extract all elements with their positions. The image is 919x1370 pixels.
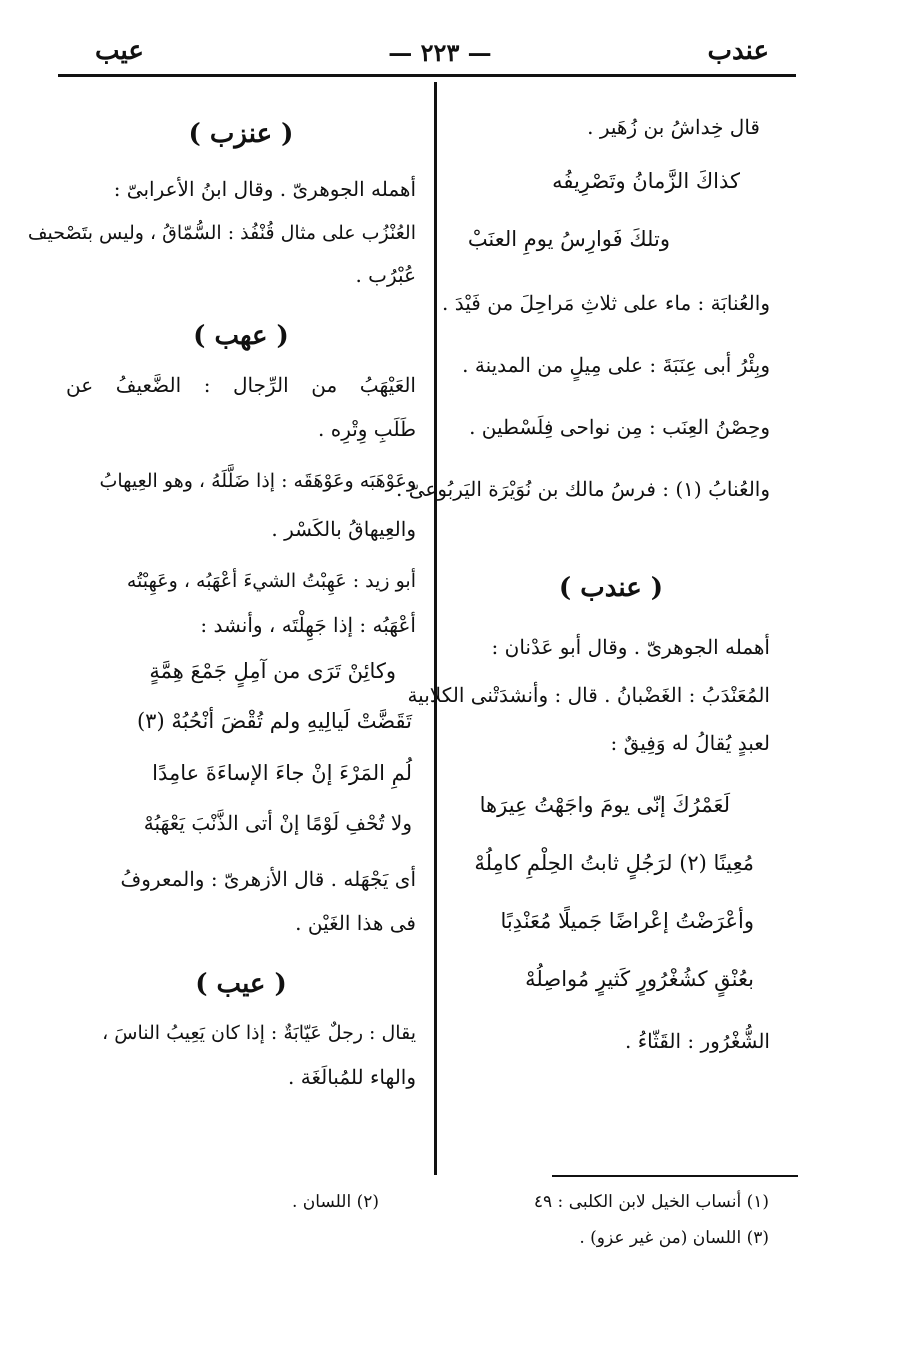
section-title: ( عنزب ) (188, 119, 294, 149)
text-line: أهمله الجوهرىّ . وقال ابنُ الأعرابىّ : (113, 177, 416, 201)
page-number: — ٢٢٣ — (388, 38, 492, 67)
verse-line: مُعِينًا (٢) لرَجُلٍ ثابتُ الحِلْمِ كامِلُهْ (474, 851, 754, 875)
text-line: أعْهَبُه : إذا جَهِلْتَه ، وأنشد : (200, 613, 416, 637)
left-column (27, 100, 416, 1092)
text-line: طَلَبِ وِتْرِه . (318, 417, 416, 441)
verse-line: لُمِ المَرْءَ إنْ جاءَ الإساءَةَ عامِدًا (152, 761, 412, 785)
right-column (396, 100, 770, 1056)
section-title: ( عندب ) (558, 573, 664, 603)
column-divider (434, 82, 437, 1175)
text-line: المُعَنْدَبُ : الغَضْبانُ . قال : وأنشدَتْنى الكلابية (407, 683, 770, 707)
text-line: أهمله الجوهرىّ . وقال أبو عَدْنان : (491, 635, 770, 659)
text-line: والعُنابَة : ماء على ثلاثِ مَراحِلَ من فَيْدَ . (442, 291, 770, 315)
text-line: الشُّغْرُور : القَثّاءُ . (625, 1029, 770, 1053)
text-line: وعَوْهَبَه وعَوْهَقَه : إذا ضَلَّلَهُ ، وهو العِيهابُ (99, 470, 416, 492)
verse-line: ولا تُحْفِ لَوْمًا إنْ أتى الذَّنْبَ يَعْهَبُهْ (143, 811, 412, 835)
text-line: أى يَجْهَله . قال الأزهرىّ : والمعروفُ (120, 867, 416, 891)
text-line: لعبدٍ يُقالُ له وَفِيقٌ : (610, 731, 770, 755)
text-line: والهاء للمُبالَغَة . (288, 1065, 416, 1089)
verse-line: بعُنْقٍ كشُغْرُورٍ كَثيرٍ مُواصِلُهْ (525, 967, 754, 991)
text-line: العُنْزُب على مثال قُنْفُذ : السُّمّاقُ ، وليس بتَصْحيف (27, 222, 416, 244)
header-rule (58, 74, 796, 77)
footnote: (٢) اللسان . (292, 1192, 379, 1212)
text-line: والعِيهاقُ بالكَسْر . (271, 517, 416, 541)
header-right-word: عندب (707, 36, 769, 66)
verse-line: وكائِنْ تَرَى من آمِلٍ جَمْعَ هِمَّةٍ (149, 659, 396, 683)
verse-line: وأعْرَضْتُ إعْراضًا جَميلًا مُعَنْدِبًا (500, 909, 754, 933)
text-line: قال خِداشُ بن زُهَير . (587, 115, 760, 139)
text-line: وبِئْرُ أبى عِنَبَةَ : على مِيلٍ من المدينة . (462, 353, 770, 377)
footnote-rule (552, 1175, 798, 1177)
text-line: يقال : رجلٌ عَيّابَةٌ : إذا كان يَعِيبُ الناسَ ، (102, 1022, 416, 1044)
text-line: وحِصْنُ العِنَب : مِن نواحى فِلَسْطين . (469, 415, 770, 439)
footnote: (٣) اللسان (من غير عزو) . (579, 1228, 769, 1248)
section-title: ( عيب ) (195, 969, 287, 999)
text-line: أبو زيد : عَهِبْتُ الشيءَ أعْهَبُه ، وعَهِبْتُه (126, 570, 416, 592)
verse-line: لَعَمْرُكَ إنّى يومَ واجَهْتُ عِيرَها (479, 793, 730, 817)
text-line: فى هذا الغَيْن . (295, 911, 416, 935)
verse-line: كذاكَ الزَّمانُ وتَصْرِيفُه (552, 169, 740, 193)
footnote: (١) أنساب الخيل لابن الكلبى : ٤٩ (533, 1192, 769, 1212)
text-line: والعُنابُ (١) : فرسُ مالك بن نُوَيْرَة اليَربُوعىّ . (396, 477, 770, 501)
header-left-word: عيب (95, 36, 144, 66)
section-title: ( عهب ) (193, 321, 289, 351)
verse-line: وتلكَ فَوارِسُ يومِ العنَبْ (467, 227, 670, 251)
verse-line: تَقَضَّتْ لَيالِيهِ ولم تُقْضَ أنْحُبُهْ (٣) (136, 709, 412, 733)
text-line: عُبْرُب . (355, 263, 416, 287)
text-line: العَيْهَبُ من الرِّجال : الضَّعيفُ عن (66, 373, 416, 397)
